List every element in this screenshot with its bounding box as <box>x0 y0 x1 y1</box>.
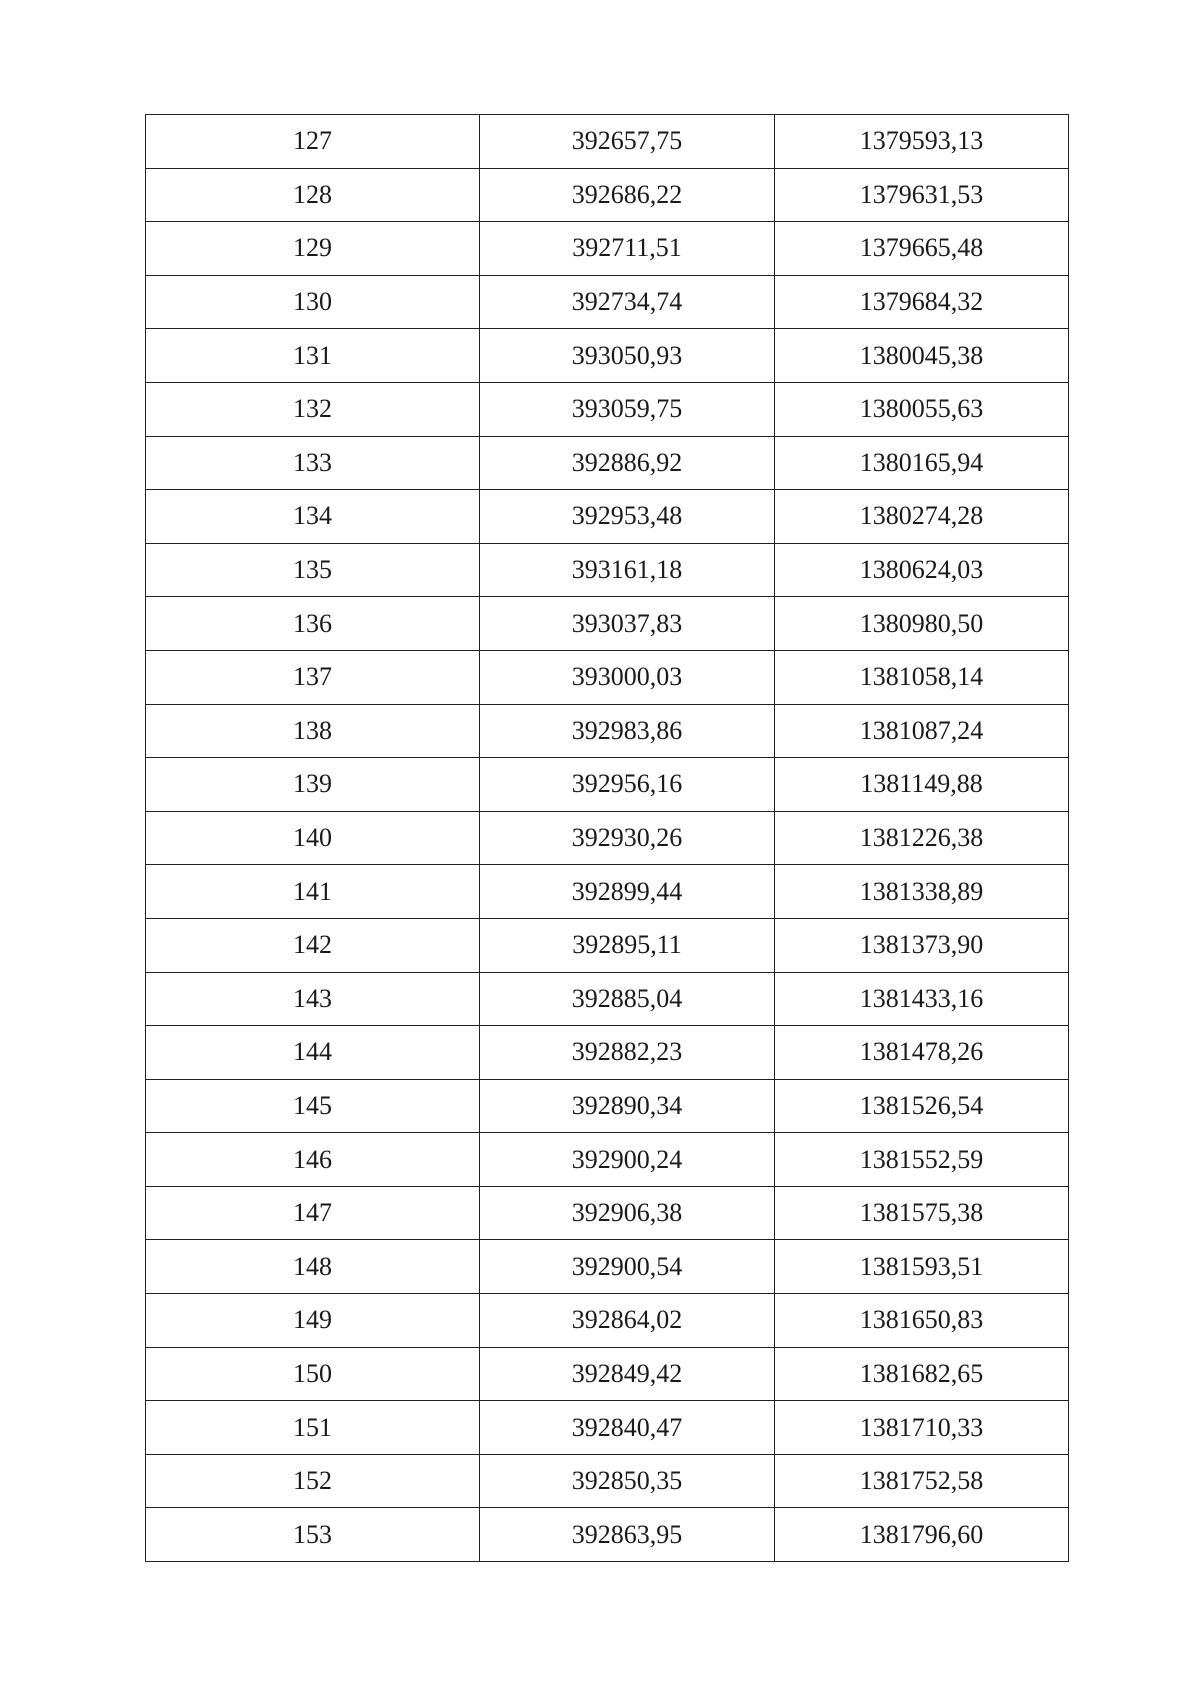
coordinates-table <box>145 114 1069 1562</box>
x-coordinate-cell: 392686,22 <box>480 168 775 222</box>
x-coordinate-cell: 392850,35 <box>480 1454 775 1508</box>
x-coordinate-cell: 393161,18 <box>480 543 775 597</box>
point-number-cell: 142 <box>146 918 480 972</box>
point-number-cell: 139 <box>146 758 480 812</box>
x-coordinate-cell: 392885,04 <box>480 972 775 1026</box>
table-row <box>146 1133 1069 1187</box>
table-row <box>146 168 1069 222</box>
point-number-cell: 137 <box>146 650 480 704</box>
x-coordinate-cell: 392906,38 <box>480 1186 775 1240</box>
point-number-cell: 135 <box>146 543 480 597</box>
y-coordinate-cell: 1379593,13 <box>775 115 1069 169</box>
table-row <box>146 597 1069 651</box>
y-coordinate-cell: 1381650,83 <box>775 1294 1069 1348</box>
y-coordinate-cell: 1381338,89 <box>775 865 1069 919</box>
point-number-cell: 144 <box>146 1026 480 1080</box>
table-row <box>146 811 1069 865</box>
table-row <box>146 115 1069 169</box>
point-number-cell: 136 <box>146 597 480 651</box>
x-coordinate-cell: 392849,42 <box>480 1347 775 1401</box>
y-coordinate-cell: 1381710,33 <box>775 1401 1069 1455</box>
x-coordinate-cell: 392882,23 <box>480 1026 775 1080</box>
x-coordinate-cell: 392734,74 <box>480 275 775 329</box>
y-coordinate-cell: 1380980,50 <box>775 597 1069 651</box>
table-row <box>146 275 1069 329</box>
table-row <box>146 1079 1069 1133</box>
table-row <box>146 1186 1069 1240</box>
x-coordinate-cell: 392863,95 <box>480 1508 775 1562</box>
x-coordinate-cell: 392956,16 <box>480 758 775 812</box>
point-number-cell: 130 <box>146 275 480 329</box>
y-coordinate-cell: 1380624,03 <box>775 543 1069 597</box>
table-row <box>146 865 1069 919</box>
y-coordinate-cell: 1381752,58 <box>775 1454 1069 1508</box>
table-row <box>146 650 1069 704</box>
table-row <box>146 704 1069 758</box>
y-coordinate-cell: 1381058,14 <box>775 650 1069 704</box>
x-coordinate-cell: 392953,48 <box>480 490 775 544</box>
point-number-cell: 141 <box>146 865 480 919</box>
y-coordinate-cell: 1381226,38 <box>775 811 1069 865</box>
point-number-cell: 138 <box>146 704 480 758</box>
table-row <box>146 758 1069 812</box>
table-row <box>146 1454 1069 1508</box>
point-number-cell: 143 <box>146 972 480 1026</box>
x-coordinate-cell: 392886,92 <box>480 436 775 490</box>
point-number-cell: 152 <box>146 1454 480 1508</box>
point-number-cell: 140 <box>146 811 480 865</box>
y-coordinate-cell: 1379665,48 <box>775 222 1069 276</box>
coordinates-table-body <box>146 115 1069 1562</box>
table-row <box>146 543 1069 597</box>
point-number-cell: 147 <box>146 1186 480 1240</box>
x-coordinate-cell: 392711,51 <box>480 222 775 276</box>
y-coordinate-cell: 1381796,60 <box>775 1508 1069 1562</box>
table-row <box>146 382 1069 436</box>
point-number-cell: 151 <box>146 1401 480 1455</box>
y-coordinate-cell: 1380045,38 <box>775 329 1069 383</box>
table-row <box>146 490 1069 544</box>
y-coordinate-cell: 1381373,90 <box>775 918 1069 972</box>
y-coordinate-cell: 1381087,24 <box>775 704 1069 758</box>
y-coordinate-cell: 1381593,51 <box>775 1240 1069 1294</box>
x-coordinate-cell: 392930,26 <box>480 811 775 865</box>
point-number-cell: 128 <box>146 168 480 222</box>
y-coordinate-cell: 1381552,59 <box>775 1133 1069 1187</box>
y-coordinate-cell: 1381149,88 <box>775 758 1069 812</box>
point-number-cell: 131 <box>146 329 480 383</box>
table-row <box>146 1401 1069 1455</box>
y-coordinate-cell: 1380055,63 <box>775 382 1069 436</box>
x-coordinate-cell: 392840,47 <box>480 1401 775 1455</box>
y-coordinate-cell: 1381682,65 <box>775 1347 1069 1401</box>
table-row <box>146 329 1069 383</box>
y-coordinate-cell: 1381575,38 <box>775 1186 1069 1240</box>
point-number-cell: 150 <box>146 1347 480 1401</box>
x-coordinate-cell: 393050,93 <box>480 329 775 383</box>
y-coordinate-cell: 1380274,28 <box>775 490 1069 544</box>
point-number-cell: 133 <box>146 436 480 490</box>
x-coordinate-cell: 392890,34 <box>480 1079 775 1133</box>
point-number-cell: 132 <box>146 382 480 436</box>
point-number-cell: 153 <box>146 1508 480 1562</box>
x-coordinate-cell: 392899,44 <box>480 865 775 919</box>
point-number-cell: 149 <box>146 1294 480 1348</box>
x-coordinate-cell: 393037,83 <box>480 597 775 651</box>
point-number-cell: 146 <box>146 1133 480 1187</box>
table-row <box>146 1294 1069 1348</box>
point-number-cell: 134 <box>146 490 480 544</box>
table-row <box>146 918 1069 972</box>
table-row <box>146 1026 1069 1080</box>
y-coordinate-cell: 1380165,94 <box>775 436 1069 490</box>
point-number-cell: 127 <box>146 115 480 169</box>
x-coordinate-cell: 392895,11 <box>480 918 775 972</box>
table-row <box>146 436 1069 490</box>
y-coordinate-cell: 1381526,54 <box>775 1079 1069 1133</box>
x-coordinate-cell: 392900,54 <box>480 1240 775 1294</box>
table-row <box>146 1347 1069 1401</box>
x-coordinate-cell: 393059,75 <box>480 382 775 436</box>
point-number-cell: 129 <box>146 222 480 276</box>
point-number-cell: 148 <box>146 1240 480 1294</box>
x-coordinate-cell: 392900,24 <box>480 1133 775 1187</box>
table-row <box>146 1508 1069 1562</box>
y-coordinate-cell: 1379684,32 <box>775 275 1069 329</box>
table-row <box>146 972 1069 1026</box>
x-coordinate-cell: 392864,02 <box>480 1294 775 1348</box>
y-coordinate-cell: 1381433,16 <box>775 972 1069 1026</box>
table-row <box>146 1240 1069 1294</box>
x-coordinate-cell: 393000,03 <box>480 650 775 704</box>
y-coordinate-cell: 1379631,53 <box>775 168 1069 222</box>
table-row <box>146 222 1069 276</box>
y-coordinate-cell: 1381478,26 <box>775 1026 1069 1080</box>
x-coordinate-cell: 392983,86 <box>480 704 775 758</box>
x-coordinate-cell: 392657,75 <box>480 115 775 169</box>
point-number-cell: 145 <box>146 1079 480 1133</box>
